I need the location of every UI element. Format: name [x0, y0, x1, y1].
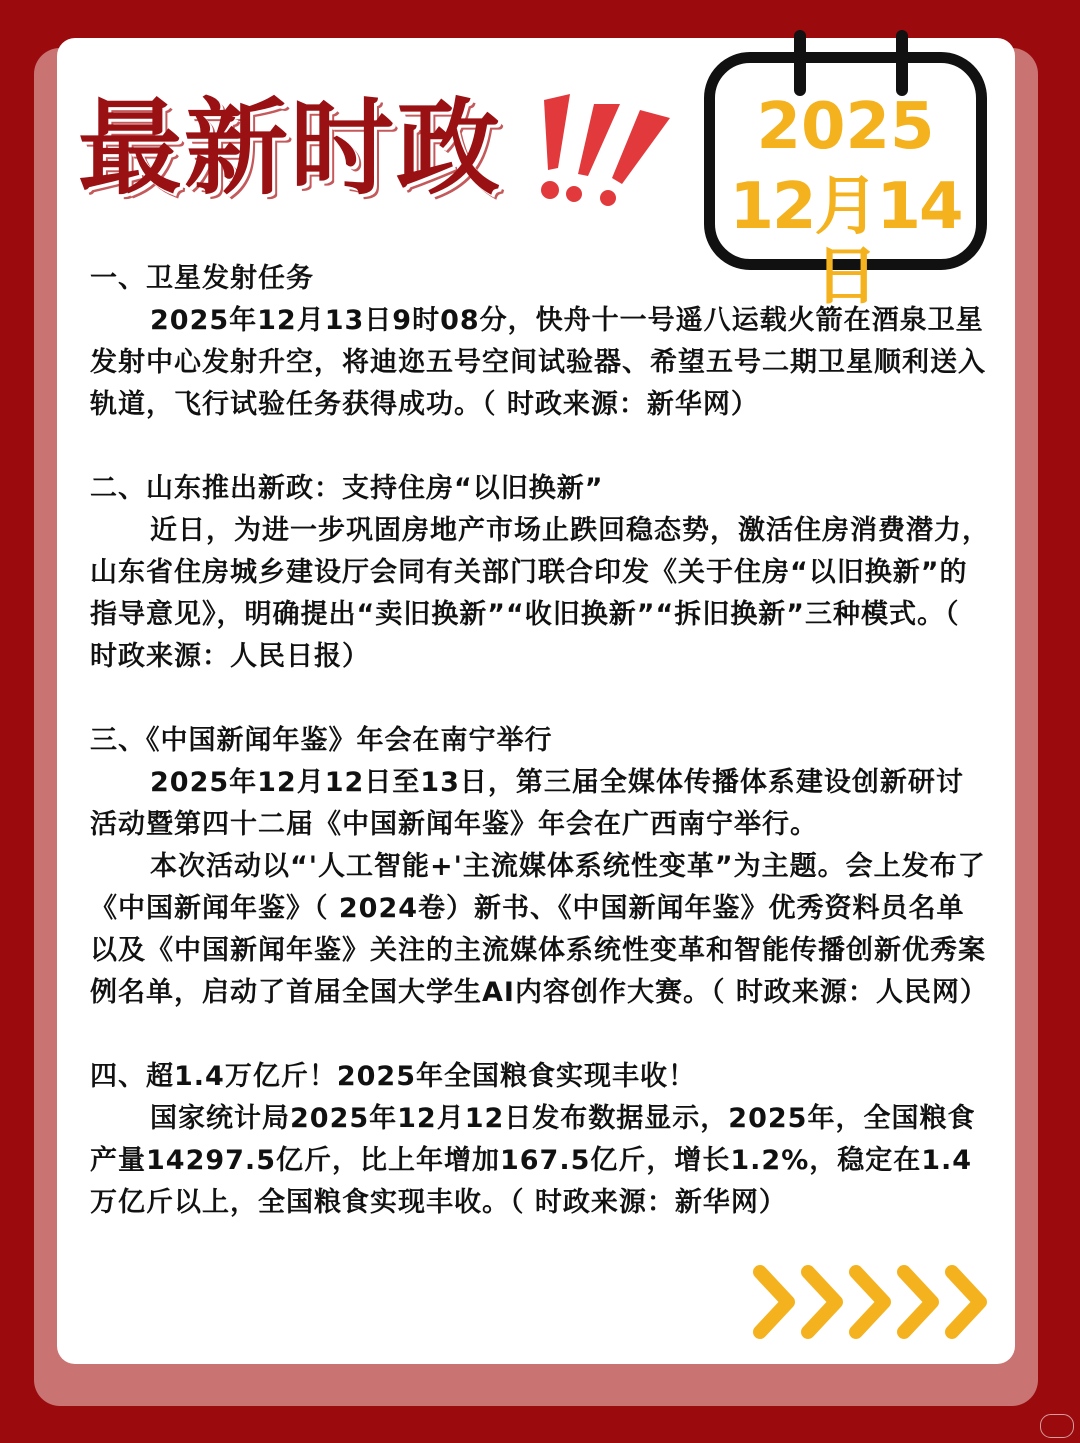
section-heading: 三、《中国新闻年鉴》年会在南宁举行 [90, 725, 553, 756]
section-paragraph: 本次活动以“'人工智能+'主流媒体系统性变革”为主题。会上发布了《中国新闻年鉴》（ 2024卷）新书、《中国新闻年鉴》优秀资料员名单以及《中国新闻年鉴》关注的主流媒体系统性变革和智能传播创新优秀案例名单，启动了首届全国大学生AI内容创作大赛。（ 时政来源：人民网） [90, 851, 988, 1008]
page-title: 最新时政 [78, 87, 503, 209]
section-paragraph: 2025年12月13日9时08分，快舟十一号遥八运载火箭在酒泉卫星发射中心发射升空，将迪迩五号空间试验器、希望五号二期卫星顺利送入轨道，飞行试验任务获得成功。（ 时政来源：新华网） [90, 305, 986, 420]
section-heading: 一、卫星发射任务 [90, 263, 314, 294]
news-content [90, 258, 990, 1224]
calendar-ring-right [896, 30, 908, 96]
chevron-arrows-icon [750, 1262, 1000, 1342]
calendar-year: 2025 [756, 90, 935, 164]
exclamation-marks-icon [536, 80, 686, 210]
section-heading: 四、超1.4万亿斤！2025年全国粮食实现丰收！ [90, 1061, 696, 1092]
section-paragraph: 2025年12月12日至13日，第三届全媒体传播体系建设创新研讨活动暨第四十二届《中国新闻年鉴》年会在广西南宁举行。 [90, 767, 964, 840]
calendar-date: 12月14日 [729, 170, 962, 315]
calendar-ring-left [794, 30, 806, 96]
section-paragraph: 国家统计局2025年12月12日发布数据显示，2025年，全国粮食产量14297.5亿斤，比上年增加167.5亿斤，增长1.2%，稳定在1.4万亿斤以上，全国粮食实现丰收。（ 时政来源：新华网） [90, 1103, 976, 1218]
watermark-logo [1040, 1414, 1074, 1438]
section-heading: 二、山东推出新政：支持住房“以旧换新” [90, 473, 604, 504]
section-paragraph: 近日，为进一步巩固房地产市场止跌回稳态势，激活住房消费潜力，山东省住房城乡建设厅会同有关部门联合印发《关于住房“以旧换新”的指导意见》，明确提出“卖旧换新”“收旧换新”“拆旧换新”三种模式。（ 时政来源：人民日报） [90, 515, 990, 672]
